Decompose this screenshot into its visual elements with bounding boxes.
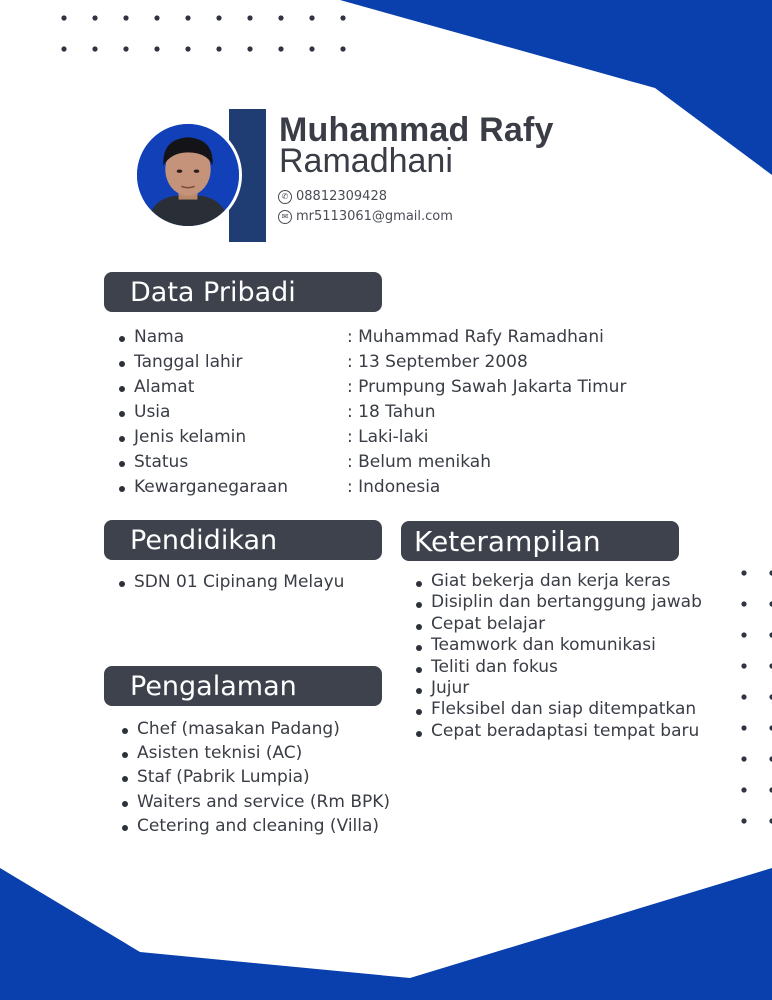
list-item: Teamwork dan komunikasi — [414, 635, 702, 656]
list-item — [117, 326, 626, 351]
email-address: mr5113061@gmail.com — [296, 209, 453, 224]
field-value: : 13 September 2008 — [347, 352, 528, 372]
list-item: Jujur — [414, 678, 702, 699]
section-header-data-pribadi: Data Pribadi — [104, 272, 382, 312]
field-label: Status — [134, 452, 189, 472]
field-label: Jenis kelamin — [134, 427, 247, 447]
section-header-pendidikan: Pendidikan — [104, 520, 382, 560]
list-item: Cepat belajar — [414, 614, 702, 635]
field-label: Nama — [134, 327, 185, 347]
section-header-pengalaman: Pengalaman — [104, 666, 382, 706]
list-item: Giat bekerja dan kerja keras — [414, 571, 702, 592]
bottom-blue-shape — [0, 868, 772, 1000]
top-dot-grid — [61, 15, 345, 51]
contact-phone — [278, 189, 387, 204]
list-item: Fleksibel dan siap ditempatkan — [414, 699, 702, 720]
list-item: Disiplin dan bertanggung jawab — [414, 592, 702, 613]
field-label: Kewarganegaraan — [134, 477, 289, 497]
keterampilan-list — [414, 571, 702, 742]
field-value: : Belum menikah — [347, 452, 491, 472]
section-header-keterampilan: Keterampilan — [401, 521, 679, 561]
pendidikan-list — [117, 571, 344, 593]
list-item: Asisten teknisi (AC) — [120, 742, 390, 766]
list-item — [117, 426, 626, 451]
list-item: Staf (Pabrik Lumpia) — [120, 766, 390, 790]
list-item — [117, 451, 626, 476]
phone-number: 08812309428 — [296, 189, 387, 204]
field-value: : 18 Tahun — [347, 402, 436, 422]
contact-email — [278, 209, 453, 224]
field-value: : Laki-laki — [347, 427, 429, 447]
list-item — [117, 476, 626, 501]
list-item: Cepat beradaptasi tempat baru — [414, 721, 702, 742]
list-item: Chef (masakan Padang) — [120, 718, 390, 742]
list-item — [117, 351, 626, 376]
field-label: Alamat — [134, 377, 195, 397]
name-first-line: Muhammad Rafy — [279, 111, 554, 149]
list-item — [117, 376, 626, 401]
phone-icon: ✆ — [278, 190, 292, 204]
list-item: Cetering and cleaning (Villa) — [120, 815, 390, 839]
pengalaman-list — [120, 718, 390, 839]
field-label: Tanggal lahir — [134, 352, 243, 372]
list-item: SDN 01 Cipinang Melayu — [117, 571, 344, 593]
field-value: : Prumpung Sawah Jakarta Timur — [347, 377, 627, 397]
email-icon: ✉ — [278, 210, 292, 224]
field-value: : Indonesia — [347, 477, 441, 497]
list-item: Waiters and service (Rm BPK) — [120, 791, 390, 815]
right-dot-column — [741, 570, 772, 823]
field-label: Usia — [134, 402, 171, 422]
list-item — [117, 401, 626, 426]
list-item: Teliti dan fokus — [414, 657, 702, 678]
field-value: : Muhammad Rafy Ramadhani — [347, 327, 604, 347]
data-pribadi-list — [117, 326, 626, 501]
name-second-line: Ramadhani — [279, 142, 453, 180]
profile-photo — [134, 121, 242, 229]
avatar-illustration — [137, 124, 239, 226]
